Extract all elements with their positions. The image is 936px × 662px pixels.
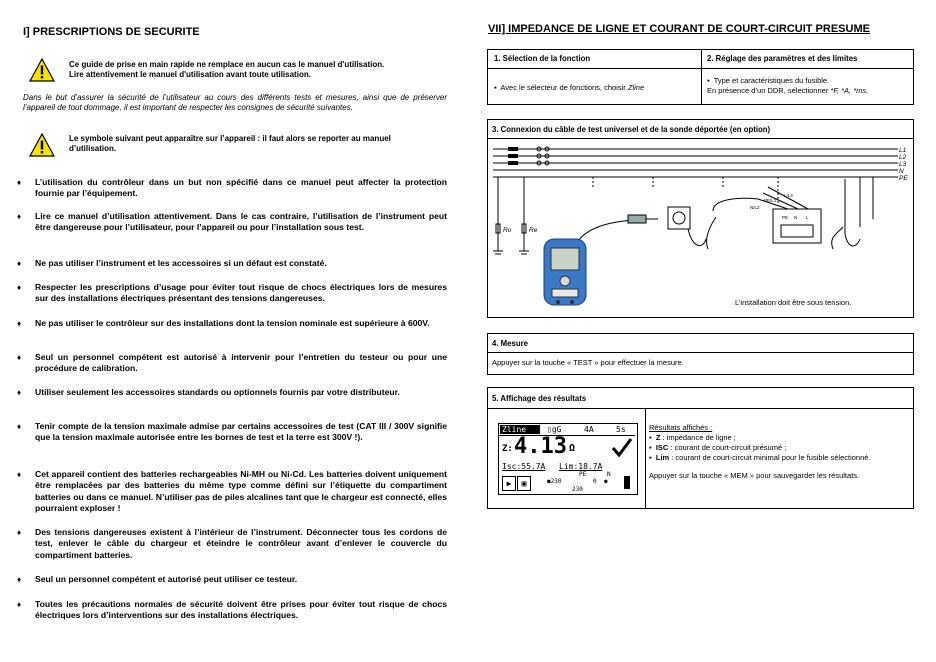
- step5-box: [487, 387, 914, 509]
- step1-text: ▪ Avec le sélecteur de fonctions, choisir Zline: [494, 83, 645, 92]
- steps-1-2-table: [487, 49, 914, 105]
- label-l-l3: L/L3: [784, 193, 793, 198]
- step4-box: [487, 333, 914, 375]
- box-label-n: N: [794, 215, 798, 220]
- bullet-10: ♦ Des tensions dangereuses existent à l’intérieur de l’instrument. Déconnecter tous les cordons de test, enlever le câble du chargeur et éteindre le contrôleur avant d’enlever le couvercle du compartiment batteries.: [17, 527, 447, 560]
- bullet-8: ♦ Tenir compte de la tension maximale admise par certains accessoires de test (CAT III / 300V signifie que la tension maximale autorisée entre les bornes de test et la terre est 300V !).: [17, 421, 447, 443]
- check-icon: [611, 437, 633, 459]
- fuse-icon: [508, 154, 518, 158]
- bullet-2: ♦ Lire ce manuel d’utilisation attentivement. Dans le cas contraire, l’utilisation de l’instrument peut être dangereuse pour l’utilisateur, pour l’appareil ou pour l’installation sous test.: [17, 211, 447, 233]
- step3-header: 3. Connexion du câble de test universel et de la sonde déportée (en option): [492, 125, 771, 134]
- bullet-1: ♦ L’utilisation du contrôleur dans un but non spécifié dans ce manuel peut affecter la protection fournie par l’équipement.: [17, 177, 447, 199]
- lcd-v3: 230: [572, 486, 583, 493]
- table-divider-v: [701, 50, 702, 104]
- result-isc: ▪ ISC : courant de court-circuit présumé ;: [649, 443, 787, 452]
- lcd-fuse-type: ▯gG: [547, 425, 562, 434]
- bullet-9: ♦ Cet appareil contient des batteries rechargeables Ni-MH ou Ni-Cd. Les batteries doivent uniquement être remplacées par des batteries du même type comme défini sur l’étiquette du compartiment batteries ou dans ce manuel. N’utiliser pas de piles alcalines tant que le chargeur est connecté, elles pourraient exploser !: [17, 469, 447, 513]
- diagram-note: L’installation doit être sous tension.: [735, 298, 852, 307]
- tester-instrument: [544, 239, 586, 305]
- step4-text: Appuyer sur la touche « TEST » pour effectuer la mesure.: [492, 358, 684, 367]
- label-n-l2: N/L2: [750, 205, 760, 210]
- label-l3: L3: [899, 161, 907, 168]
- label-pe-l1: PE/L1: [764, 198, 777, 203]
- step2-text: ▪ Type et caractéristiques du fusible. En présence d’un DDR, sélectionner *F, *A, *ms.: [707, 76, 869, 95]
- lcd-z-value: 4.13: [514, 434, 567, 459]
- label-l2: L2: [899, 154, 907, 161]
- step5-header: 5. Affichage des résultats: [492, 394, 587, 403]
- box-label-pe: PE: [782, 215, 789, 220]
- warning-icon-2: [29, 133, 55, 157]
- box-label-l: L: [806, 215, 809, 220]
- bullet-11: ♦ Seul un personnel compétent et autorisé peut utiliser ce testeur.: [17, 574, 298, 584]
- fuse-icon: [508, 147, 518, 151]
- step2-header: 2. Réglage des paramètres et des limites: [707, 54, 858, 63]
- label-re: Re: [529, 227, 538, 234]
- lcd-lim: Lim:18.7A: [559, 462, 603, 471]
- connection-diagram: [488, 139, 913, 317]
- bullet-6: ♦ Seul un personnel compétent est autorisé à intervenir pour l’entretien du testeur ou pour une procédure de calibration.: [17, 352, 447, 374]
- lcd-v-dot: ●: [604, 478, 608, 485]
- lcd-z-label: Z:: [502, 444, 513, 454]
- label-pe: PE: [899, 175, 908, 182]
- lcd-isc: Isc:55.7A: [502, 462, 546, 471]
- label-n: N: [899, 168, 904, 175]
- lcd-v2: 0: [593, 478, 597, 485]
- lcd-time: 5s: [616, 425, 626, 434]
- right-section-title: VII] IMPEDANCE DE LIGNE ET COURANT DE COURT-CIRCUIT PRESUME: [488, 23, 870, 35]
- battery-icon: [624, 476, 630, 489]
- lcd-n: N: [607, 471, 611, 478]
- label-l1: L1: [899, 147, 907, 154]
- bullet-4: ♦ Respecter les prescriptions d’usage pour éviter tout risque de chocs électriques lors de mesures sur des installations électriques présentant des tensions dangereuses.: [17, 282, 447, 304]
- bullet-12: ♦ Toutes les précautions normales de sécurité doivent être prises pour éviter tout risque de chocs électriques lors d’interventions sur des installations électriques.: [17, 599, 447, 621]
- warning-icon: [29, 58, 55, 82]
- results-mem: Appuyer sur la touche « MEM » pour sauvegarder les résultats.: [649, 471, 860, 480]
- memory-icon: ▣: [517, 476, 531, 491]
- fuse-icon: [508, 161, 518, 165]
- lcd-display: [498, 423, 638, 495]
- bullet-5: ♦ Ne pas utiliser le contrôleur sur des installations dont la tension nominale est supérieure à 600V.: [17, 318, 430, 328]
- label-ro: Ro: [503, 227, 512, 234]
- step1-header: 1. Sélection de la fonction: [494, 54, 591, 63]
- result-lim: ▪ Lim : courant de court-circuit minimal pour le fusible sélectionné.: [649, 453, 871, 462]
- lcd-pe: PE: [579, 471, 587, 478]
- warning-note-2: Le symbole suivant peut apparaître sur l’appareil : il faut alors se reporter au manuel d’utilisation.: [69, 134, 391, 153]
- play-icon: ▶: [502, 476, 516, 491]
- lcd-fuse-rating: 4A: [584, 425, 594, 434]
- bullet-7: ♦ Utiliser seulement les accessoires standards ou optionnels fournis par votre distributeur.: [17, 387, 400, 397]
- lcd-unit: Ω: [569, 443, 576, 454]
- warning-note-1: Ce guide de prise en main rapide ne remplace en aucun cas le manuel d'utilisation. Lire attentivement le manuel d'utilisation avant toute utilisation.: [69, 60, 385, 79]
- step4-header: 4. Mesure: [492, 339, 528, 348]
- intro-text: Dans le but d’assurer la sécurité de l’utilisateur au cours des différents tests et mesures, ainsi que de préserver l’appareil de tout dommage, il est important de respecter les consignes de sécurité suivantes.: [23, 93, 447, 112]
- step3-box: [487, 119, 914, 318]
- result-z: ▪ Z : impédance de ligne ;: [649, 433, 736, 442]
- bullet-3: ♦ Ne pas utiliser l’instrument et les accessoires si un défaut est constaté.: [17, 258, 327, 268]
- left-section-title: I] PRESCRIPTIONS DE SECURITE: [23, 26, 200, 38]
- table-divider-h: [488, 68, 913, 69]
- lcd-v1: ●230: [547, 478, 562, 485]
- lcd-function: Zline: [500, 425, 540, 434]
- results-text: Résultats affichés : ▪ Z : impédance de ligne ; ▪ ISC : courant de court-circuit présumé ; ▪ Lim : courant de court-circuit minimal pour le fusible sélectionné. Appuyer sur la touche « MEM » pour sauvegarder les résultats.: [649, 423, 909, 481]
